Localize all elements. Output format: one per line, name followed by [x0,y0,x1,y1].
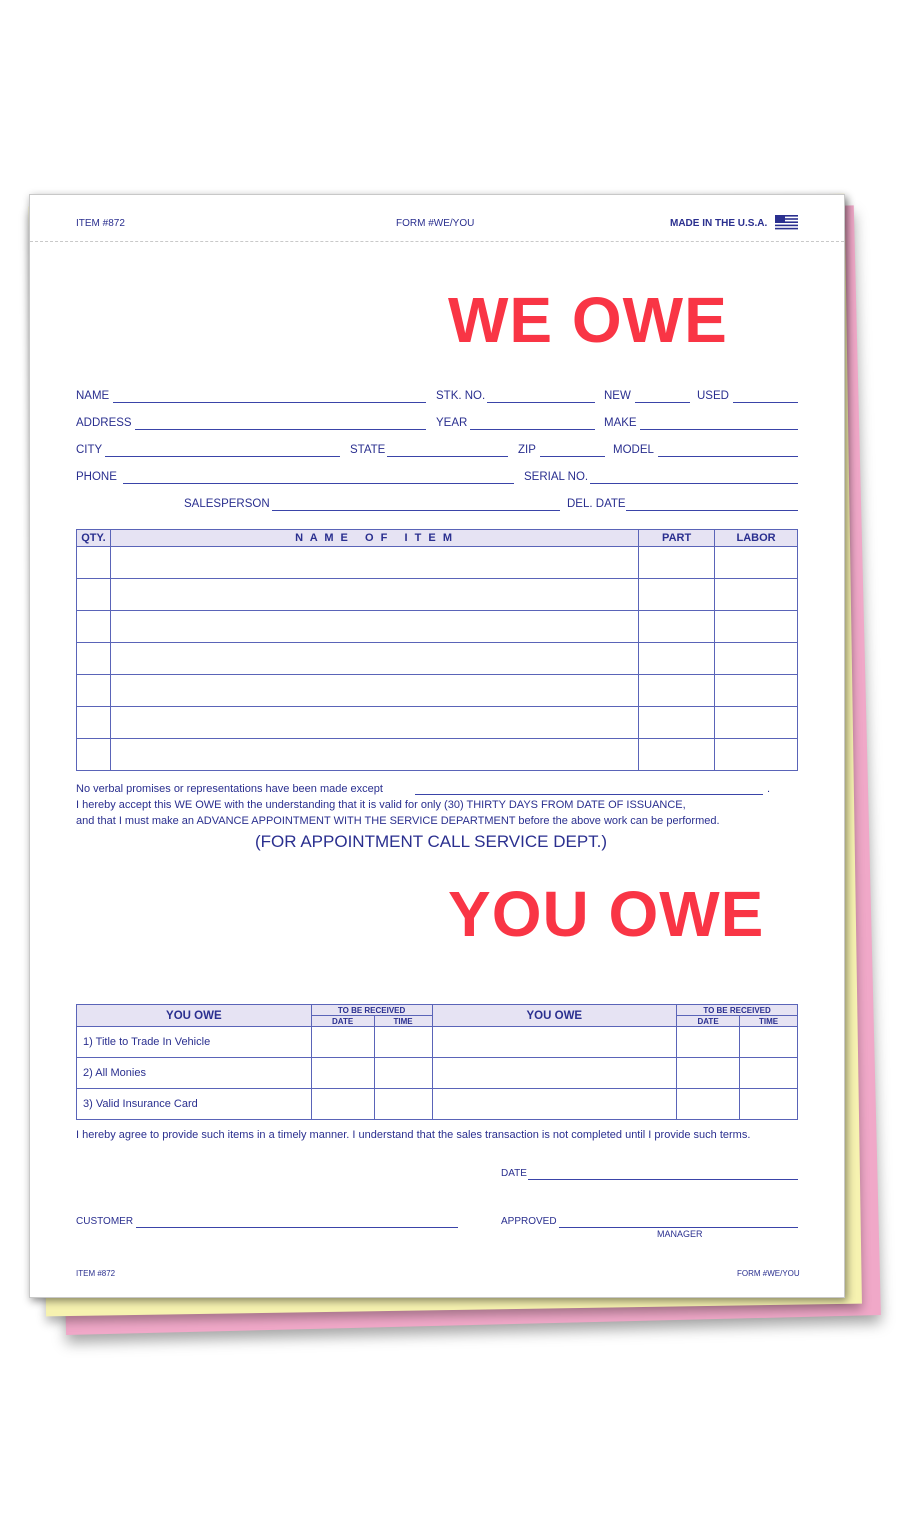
table-row [77,739,798,771]
you-owe-item-blank[interactable] [432,1089,677,1120]
labor-header: LABOR [715,530,798,547]
phone-label: PHONE [76,471,117,483]
make-field[interactable] [640,429,798,430]
year-label: YEAR [436,417,468,429]
state-label: STATE [350,444,386,456]
exceptions-field[interactable] [415,794,763,795]
phone-field[interactable] [123,483,514,484]
new-field[interactable] [635,402,690,403]
item-cell[interactable] [110,707,638,739]
make-label: MAKE [604,417,637,429]
zip-field[interactable] [540,456,605,457]
item-cell[interactable] [110,579,638,611]
table-row [77,547,798,579]
used-field[interactable] [733,402,798,403]
salesperson-label: SALESPERSON [184,498,270,510]
customer-signature-field[interactable] [136,1227,458,1228]
qty-header: QTY. [77,530,111,547]
footer-form-number: FORM #WE/YOU [737,1269,800,1278]
del-date-field[interactable] [626,510,798,511]
labor-cell[interactable] [715,579,798,611]
labor-cell[interactable] [715,643,798,675]
part-cell[interactable] [639,739,715,771]
salesperson-field[interactable] [272,510,560,511]
item-cell[interactable] [110,675,638,707]
table-row [77,1027,798,1058]
date-header-right: DATE [677,1016,740,1027]
you-owe-item-blank[interactable] [432,1027,677,1058]
model-label: MODEL [613,444,654,456]
to-be-received-header-right: TO BE RECEIVED [677,1005,798,1016]
us-flag-icon [775,215,798,231]
verbal-promises-text: No verbal promises or representations have been made except [76,783,383,795]
item-cell[interactable] [110,611,638,643]
stk-no-field[interactable] [487,402,595,403]
qty-cell[interactable] [77,675,111,707]
agreement-text: I hereby agree to provide such items in a timely manner. I understand that the sales transaction is not completed until I provide such terms. [76,1129,751,1141]
appointment-requirement-text: and that I must make an ADVANCE APPOINTMENT WITH THE SERVICE DEPARTMENT before the above work can be performed. [76,815,720,827]
date-cell[interactable] [677,1027,740,1058]
approved-signature-field[interactable] [559,1227,798,1228]
you-owe-header-right: YOU OWE [432,1005,677,1027]
table-row [77,1089,798,1120]
serial-no-field[interactable] [590,483,798,484]
items-table [76,529,798,771]
part-cell[interactable] [639,643,715,675]
you-owe-table [76,1004,798,1120]
used-label: USED [697,390,729,402]
you-owe-item: 2) All Monies [77,1058,312,1089]
part-header: PART [639,530,715,547]
time-cell[interactable] [740,1058,798,1089]
table-row [77,675,798,707]
period: . [767,783,771,795]
labor-cell[interactable] [715,611,798,643]
time-header-right: TIME [740,1016,798,1027]
qty-cell[interactable] [77,579,111,611]
made-in-usa: MADE IN THE U.S.A. [670,218,768,229]
we-owe-title: WE OWE [448,284,728,356]
labor-cell[interactable] [715,707,798,739]
item-cell[interactable] [110,643,638,675]
date-label: DATE [501,1168,527,1179]
customer-label: CUSTOMER [76,1216,134,1227]
zip-label: ZIP [518,444,536,456]
perforation-line [30,241,844,242]
date-field[interactable] [528,1179,798,1180]
footer-item-number: ITEM #872 [76,1269,116,1278]
manager-label: MANAGER [657,1229,703,1239]
you-owe-item: 1) Title to Trade In Vehicle [77,1027,312,1058]
form-number: FORM #WE/YOU [396,218,475,229]
part-cell[interactable] [639,675,715,707]
new-label: NEW [604,390,631,402]
labor-cell[interactable] [715,675,798,707]
qty-cell[interactable] [77,611,111,643]
del-date-label: DEL. DATE [567,498,626,510]
address-field[interactable] [135,429,426,430]
name-field[interactable] [113,402,426,403]
table-row [77,707,798,739]
form-sheet [29,194,845,1298]
date-cell[interactable] [311,1058,374,1089]
qty-cell[interactable] [77,707,111,739]
approved-label: APPROVED [501,1216,557,1227]
part-cell[interactable] [639,579,715,611]
time-cell[interactable] [374,1089,432,1120]
to-be-received-header-left: TO BE RECEIVED [311,1005,432,1016]
city-field[interactable] [105,456,340,457]
table-row [77,643,798,675]
qty-cell[interactable] [77,643,111,675]
time-cell[interactable] [740,1027,798,1058]
part-cell[interactable] [639,611,715,643]
name-of-item-header: N A M E O F I T E M [110,530,638,547]
name-label: NAME [76,390,110,402]
year-field[interactable] [470,429,595,430]
model-field[interactable] [658,456,798,457]
date-header-left: DATE [311,1016,374,1027]
acceptance-text: I hereby accept this WE OWE with the understanding that it is valid for only (30) THIRTY DAYS FROM DATE OF ISSUANCE, [76,799,686,811]
date-cell[interactable] [677,1089,740,1120]
labor-cell[interactable] [715,547,798,579]
part-cell[interactable] [639,707,715,739]
part-cell[interactable] [639,547,715,579]
you-owe-header-left: YOU OWE [77,1005,312,1027]
address-label: ADDRESS [76,417,132,429]
table-row [77,1058,798,1089]
time-cell[interactable] [740,1089,798,1120]
qty-cell[interactable] [77,739,111,771]
state-field[interactable] [387,456,508,457]
you-owe-title: YOU OWE [448,878,765,950]
labor-cell[interactable] [715,739,798,771]
date-cell[interactable] [311,1027,374,1058]
time-cell[interactable] [374,1058,432,1089]
date-cell[interactable] [677,1058,740,1089]
item-cell[interactable] [110,739,638,771]
item-cell[interactable] [110,547,638,579]
table-row [77,579,798,611]
qty-cell[interactable] [77,547,111,579]
serial-no-label: SERIAL NO. [524,471,589,483]
table-row [77,611,798,643]
stk-no-label: STK. NO. [436,390,486,402]
time-cell[interactable] [374,1027,432,1058]
item-number: ITEM #872 [76,218,125,229]
time-header-left: TIME [374,1016,432,1027]
appointment-note: (FOR APPOINTMENT CALL SERVICE DEPT.) [255,832,608,851]
you-owe-item: 3) Valid Insurance Card [77,1089,312,1120]
you-owe-item-blank[interactable] [432,1058,677,1089]
date-cell[interactable] [311,1089,374,1120]
city-label: CITY [76,444,103,456]
